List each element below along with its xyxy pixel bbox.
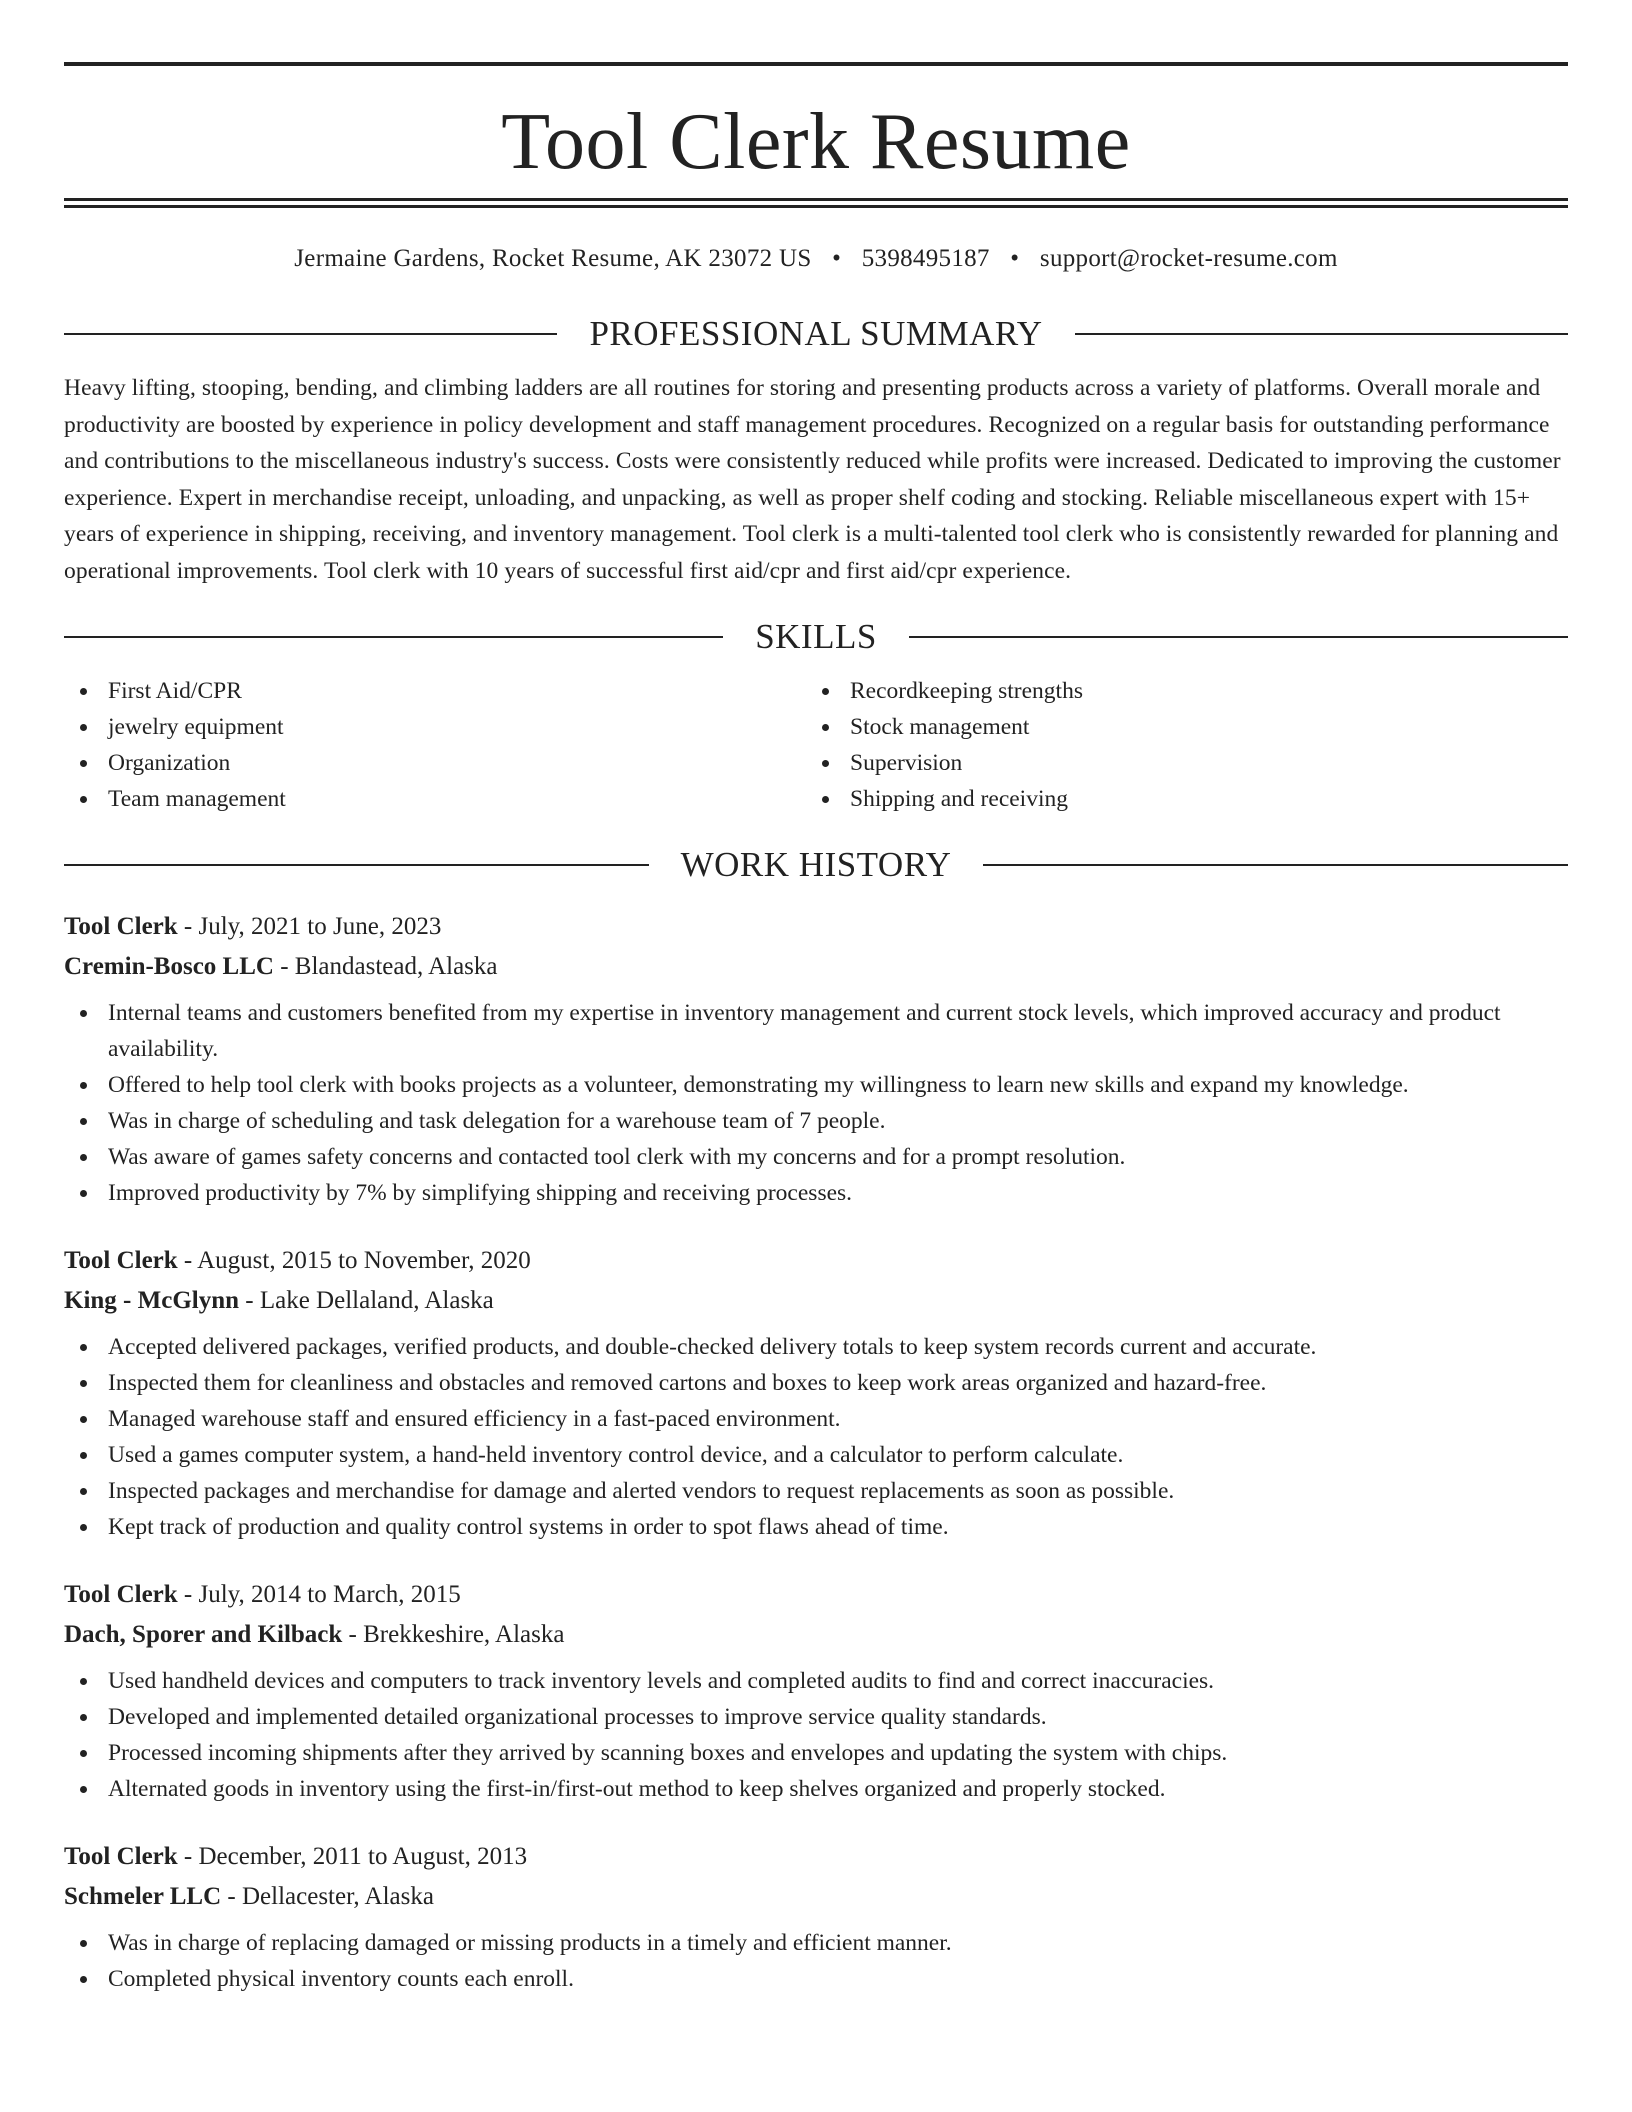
contact-line [64, 244, 1568, 274]
job-duties [64, 1663, 1568, 1807]
skill-item: Team management [64, 781, 806, 817]
job-duties [64, 1329, 1568, 1545]
job-duty: Was in charge of replacing damaged or missing products in a timely and efficient manner. [64, 1925, 1568, 1961]
job-duty: Alternated goods in inventory using the first-in/first-out method to keep shelves organized and properly stocked. [64, 1771, 1568, 1807]
skill-item: jewelry equipment [64, 709, 806, 745]
contact-email: support@rocket-resume.com [1039, 245, 1338, 272]
contact-separator: • [1010, 245, 1020, 272]
work-history-heading-label: WORK HISTORY [680, 845, 952, 884]
skill-item: Stock management [806, 709, 1548, 745]
heading-rule-left [64, 864, 649, 866]
job-dates: - August, 2015 to November, 2020 [177, 1247, 531, 1274]
job-title-line [64, 1575, 1568, 1615]
resume-title: Tool Clerk Resume [501, 98, 1131, 186]
job-location: - Brekkeshire, Alaska [342, 1621, 565, 1648]
skill-item: First Aid/CPR [64, 673, 806, 709]
skill-item: Recordkeeping strengths [806, 673, 1548, 709]
job-dates: - July, 2014 to March, 2015 [177, 1581, 461, 1608]
contact-phone: 5398495187 [861, 245, 990, 272]
job-duty: Offered to help tool clerk with books projects as a volunteer, demonstrating my willingness to learn new skills and expand my knowledge. [64, 1067, 1568, 1103]
job-company-line [64, 1615, 1568, 1655]
job-duty: Used handheld devices and computers to track inventory levels and completed audits to find and correct inaccuracies. [64, 1663, 1568, 1699]
job-duties [64, 1925, 1568, 1997]
job-duty: Was in charge of scheduling and task delegation for a warehouse team of 7 people. [64, 1103, 1568, 1139]
skills-column-right [806, 673, 1548, 817]
skills-list [64, 673, 1568, 817]
job-title: Tool Clerk [64, 1247, 178, 1274]
job-duty: Used a games computer system, a hand-held inventory control device, and a calculator to perform calculate. [64, 1437, 1568, 1473]
contact-address: Jermaine Gardens, Rocket Resume, AK 23072 US [294, 245, 812, 272]
job-duty: Improved productivity by 7% by simplifying shipping and receiving processes. [64, 1175, 1568, 1211]
job-duty: Inspected packages and merchandise for damage and alerted vendors to request replacements as soon as possible. [64, 1473, 1568, 1509]
job-location: - Lake Dellaland, Alaska [239, 1287, 494, 1314]
job-duty: Kept track of production and quality control systems in order to spot flaws ahead of time. [64, 1509, 1568, 1545]
job-title: Tool Clerk [64, 1843, 178, 1870]
job-title-line [64, 1241, 1568, 1281]
job-entry [64, 907, 1568, 1211]
job-company-line [64, 947, 1568, 987]
job-duty: Internal teams and customers benefited from my expertise in inventory management and current stock levels, which improved accuracy and product availability. [64, 995, 1568, 1067]
job-company-line [64, 1877, 1568, 1917]
job-duty: Processed incoming shipments after they arrived by scanning boxes and envelopes and updating the system with chips. [64, 1735, 1568, 1771]
job-duty: Completed physical inventory counts each enroll. [64, 1961, 1568, 1997]
job-duty: Inspected them for cleanliness and obstacles and removed cartons and boxes to keep work areas organized and hazard-free. [64, 1365, 1568, 1401]
work-history-heading [64, 845, 1568, 885]
job-dates: - December, 2011 to August, 2013 [177, 1843, 528, 1870]
heading-rule-right [1075, 333, 1568, 335]
skills-heading [64, 617, 1568, 657]
job-entry [64, 1837, 1568, 1997]
job-title: Tool Clerk [64, 1581, 178, 1608]
job-entry [64, 1575, 1568, 1807]
job-dates: - July, 2021 to June, 2023 [177, 913, 442, 940]
skill-item: Organization [64, 745, 806, 781]
job-title-line [64, 907, 1568, 947]
heading-rule-left [64, 636, 723, 638]
job-company: King - McGlynn [64, 1287, 240, 1314]
heading-rule-right [909, 636, 1568, 638]
job-entry [64, 1241, 1568, 1545]
job-company-line [64, 1281, 1568, 1321]
job-duty: Was aware of games safety concerns and contacted tool clerk with my concerns and for a prompt resolution. [64, 1139, 1568, 1175]
skill-item: Shipping and receiving [806, 781, 1548, 817]
heading-rule-right [983, 864, 1568, 866]
skills-column-left [64, 673, 806, 817]
job-company: Schmeler LLC [64, 1883, 222, 1910]
job-duties [64, 995, 1568, 1211]
contact-separator: • [832, 245, 842, 272]
job-duty: Accepted delivered packages, verified products, and double-checked delivery totals to keep system records current and accurate. [64, 1329, 1568, 1365]
job-location: - Dellacester, Alaska [221, 1883, 434, 1910]
summary-heading [64, 314, 1568, 354]
job-company: Cremin-Bosco LLC [64, 953, 274, 980]
job-company: Dach, Sporer and Kilback [64, 1621, 343, 1648]
job-duty: Developed and implemented detailed organizational processes to improve service quality standards. [64, 1699, 1568, 1735]
summary-text: Heavy lifting, stooping, bending, and climbing ladders are all routines for storing and presenting products across a variety of platforms. Overall morale and productivity are boosted by experience in policy development and staff management procedures. Recognized on a regular basis for outstanding performance and contributions to the miscellaneous industry's success. Costs were consistently reduced while profits were increased. Dedicated to improving the customer experience. Expert in merchandise receipt, unloading, and unpacking, as well as proper shelf coding and stocking. Reliable miscellaneous expert with 15+ years of experience in shipping, receiving, and inventory management. Tool clerk is a multi-talented tool clerk who is consistently rewarded for planning and operational improvements. Tool clerk with 10 years of successful first aid/cpr and first aid/cpr experience. [64, 375, 1561, 584]
job-duty: Managed warehouse staff and ensured efficiency in a fast-paced environment. [64, 1401, 1568, 1437]
job-title-line [64, 1837, 1568, 1877]
summary-heading-label: PROFESSIONAL SUMMARY [589, 314, 1043, 353]
job-location: - Blandastead, Alaska [273, 953, 498, 980]
double-rule [64, 198, 1568, 208]
heading-rule-left [64, 333, 557, 335]
resume-page [64, 62, 1568, 1997]
skills-heading-label: SKILLS [755, 617, 877, 656]
skill-item: Supervision [806, 745, 1548, 781]
job-title: Tool Clerk [64, 913, 178, 940]
